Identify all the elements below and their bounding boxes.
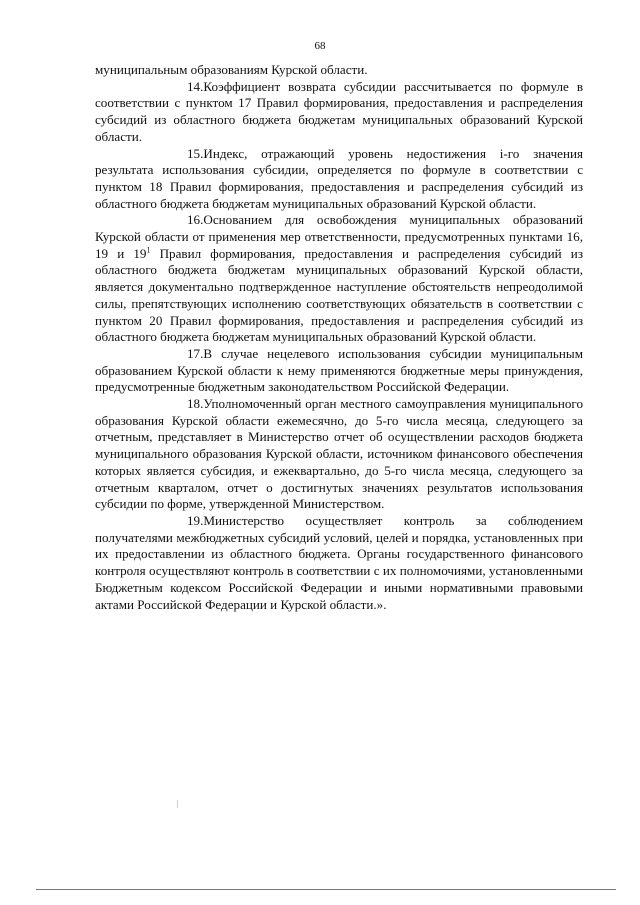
paragraph-18: [95, 396, 583, 513]
paragraph-number: 14.: [187, 78, 204, 94]
paragraph-text: В случае нецелевого использования субсидии муниципальным образованием Курской области к нему применяются бюджетные меры принуждения, предусмотренные бюджетным законодательством Российской Федерации.: [95, 345, 583, 395]
paragraph-number: 17.: [187, 345, 204, 361]
superscript-footnote: 1: [146, 245, 151, 255]
paragraph-text-continued: Правил формирования, предоставления и распределения субсидий из областного бюджета бюджетам муниципальных образований Курской области, является документально подтвержденное наступление обстоятельств непреодолимой силы, препятствующих исполнению соответствующих обязательств в соответствии с пунктом 20 Правил формирования, предоставления и распределения субсидий из областного бюджета бюджетам муниципальных образований Курской области.: [95, 245, 583, 345]
paragraph-14: [95, 79, 583, 146]
paragraph-19: [95, 513, 583, 613]
paragraph-number: 19.: [187, 512, 204, 528]
scan-artifact: [177, 800, 178, 808]
continuation-text: муниципальным образованиям Курской области.: [95, 62, 368, 77]
paragraph-text: Индекс, отражающий уровень недостижения i-го значения результата использования субсидии, определяется по формуле в соответствии с пунктом 18 Правил формирования, предоставления и распределения субсидий из областного бюджета бюджетам муниципальных образований Курской области.: [95, 145, 583, 211]
paragraph-number: 16.: [187, 212, 204, 228]
paragraph-text: Министерство осуществляет контроль за соблюдением получателями межбюджетных субсидий условий, целей и порядка, установленных при их предоставлении из областного бюджета. Органы государственного финансового контроля осуществляют контроль в соответствии с их полномочиями, установленными Бюджетным кодексом Российской Федерации и иными нормативными правовыми актами Российской Федерации и Курской области.».: [95, 512, 583, 612]
paragraph-text: Уполномоченный орган местного самоуправления муниципального образования Курской области ежемесячно, до 5-го числа месяца, следующего за отчетным, представляет в Министерство отчет об осуществлении расходов бюджета муниципального образования Курской области, источником финансового обеспечения которых является субсидия, и ежеквартально, до 5-го числа месяца, следующего за отчетным кварталом, отчет о достигнутых значениях результатов использования субсидии по форме, утвержденной Министерством.: [95, 396, 583, 512]
paragraph-16: [95, 212, 583, 346]
paragraph-text: Основанием для освобождения муниципальных образований Курской области от применения мер ответственности, предусмотренных пунктами 16, 19 и 19: [95, 212, 583, 261]
page-number: 68: [314, 40, 326, 52]
paragraph-number: 15.: [187, 145, 204, 161]
document-body: [95, 62, 583, 613]
paragraph-17: [95, 346, 583, 396]
paragraph-text: Коэффициент возврата субсидии рассчитывается по формуле в соответствии с пунктом 17 Правил формирования, предоставления и распределения субсидий из областного бюджета бюджетам муниципальных образований Курской области.: [95, 78, 583, 144]
bottom-divider: [36, 889, 616, 890]
paragraph-number: 18.: [187, 396, 204, 412]
paragraph-15: [95, 146, 583, 213]
